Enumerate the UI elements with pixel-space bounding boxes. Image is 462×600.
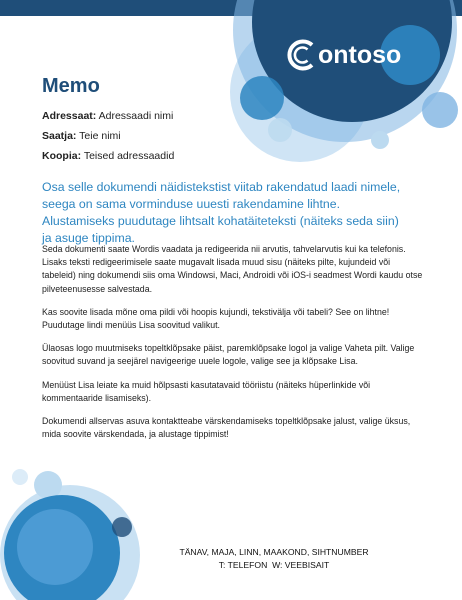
sender-row: [42, 129, 174, 149]
recipient-value[interactable]: Adressaadi nimi: [98, 110, 174, 122]
intro-paragraph[interactable]: Osa selle dokumendi näidistekstist viitab rakendatud laadi nimele, seega on sama vorminduse uuesti rakendamine lihtne. Alustamiseks puudutage lihtsalt kohatäiteteksti (näiteks seda siin) ja asuge tippima.: [42, 180, 401, 245]
footer-phone-web: T: TELEFON W: VEEBISAIT: [218, 560, 330, 570]
sender-label: Saatja:: [42, 130, 77, 142]
memo-fields: [42, 109, 174, 169]
footer-contact[interactable]: [150, 546, 398, 572]
body-paragraph[interactable]: Kas soovite lisada mõne oma pildi või hoopis kujundi, tekstivälja või tabeli? See on lihtne! Puudutage lindi menüüs Lisa soovitud valikut.: [42, 306, 390, 331]
body-paragraph[interactable]: Seda dokumenti saate Wordis vaadata ja redigeerida nii arvutis, tahvelarvutis kui ka telefonis. Lisaks teksti redigeerimisele saate mugavalt lisada muud sisu (näiteks pilte, kujundeid või tabeleid) ning dokumendi siis oma Windowsi, Maci, Androidi või iOS-i seadmest Wordi kaudu otse pilveteenusesse salvestada.: [42, 244, 423, 294]
cc-row: [42, 149, 174, 169]
cc-label: Koopia:: [42, 150, 82, 162]
body-paragraph[interactable]: Ülaosas logo muutmiseks topeltklõpsake päist, paremklõpsake logol ja valige Vaheta pilt. Valige soovitud suvand ja seejärel navigeerige uuele logole, valige see ja klõpsake Lisa.: [42, 343, 415, 367]
body-paragraph[interactable]: Dokumendi allservas asuva kontaktteabe värskendamiseks topeltklõpsake jalust, valige üksus, mida soovite värskendada, ja alustage tippimist!: [42, 416, 411, 440]
sender-value[interactable]: Teie nimi: [79, 130, 121, 142]
company-logo: [285, 38, 401, 72]
recipient-label: Adressaat:: [42, 110, 97, 122]
body-paragraph[interactable]: Menüüst Lisa leiate ka muid hõlpsasti kasutatavaid tööriistu (näiteks hüperlinkide või kommentaaride lisamiseks).: [42, 379, 371, 403]
logo-text: ontoso: [318, 40, 402, 69]
footer-circle-decoration: [0, 455, 160, 600]
footer-address: TÄNAV, MAJA, LINN, MAAKOND, SIHTNUMBER: [179, 547, 369, 557]
memo-body: [42, 243, 424, 451]
memo-title: Memo: [42, 75, 100, 97]
cc-value[interactable]: Teised adressaadid: [83, 150, 175, 162]
contoso-logo-icon: [285, 38, 319, 72]
recipient-row: [42, 109, 174, 129]
